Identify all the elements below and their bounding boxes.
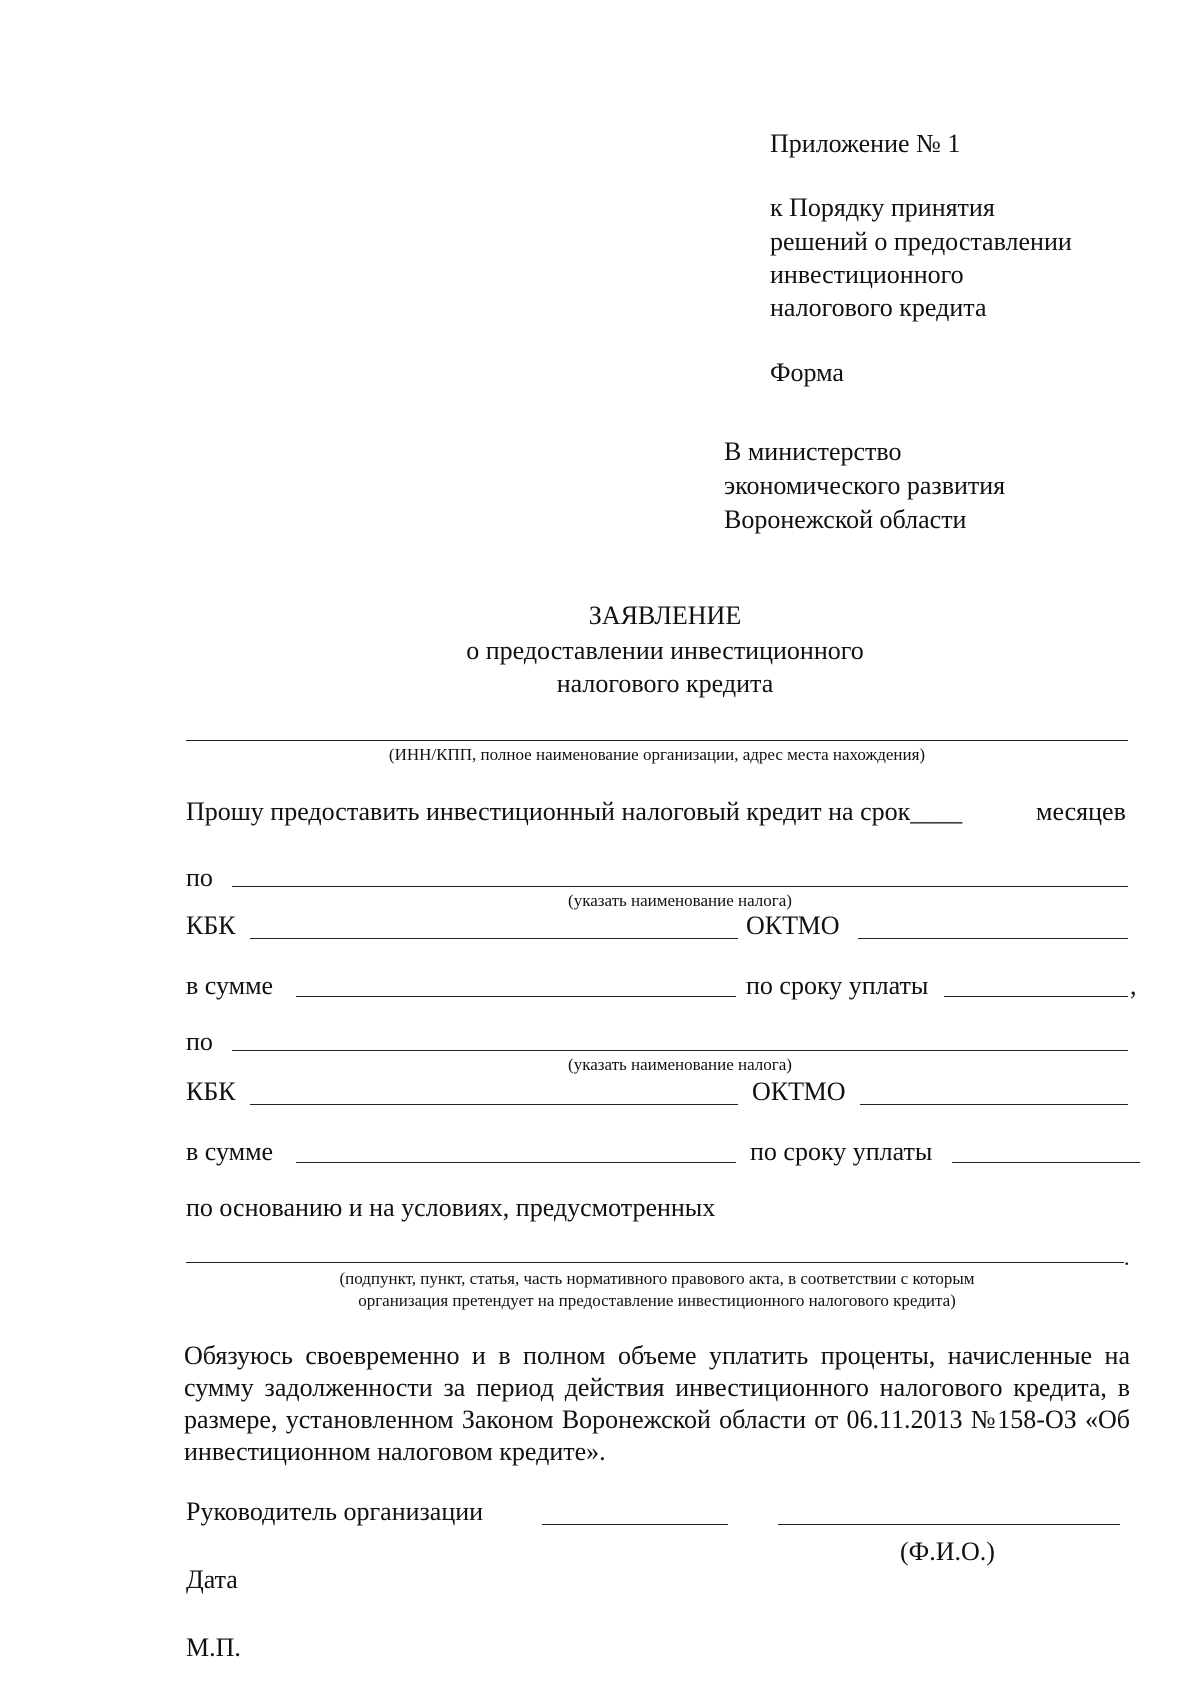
tax-1-amount-label: в сумме	[186, 971, 274, 1000]
tax-1-name-hint: (указать наименование налога)	[568, 891, 792, 910]
tax-2-amount-field[interactable]	[296, 1162, 736, 1163]
tax-1-trailing-comma: ,	[1130, 971, 1137, 1000]
stamp-label: М.П.	[186, 1633, 241, 1662]
basis-hint-line-2: организация претендует на предоставление инвестиционного налогового кредита)	[358, 1291, 956, 1310]
tax-2-kbk-label: КБК	[186, 1077, 236, 1106]
tax-1-amount-field[interactable]	[296, 996, 736, 997]
date-label: Дата	[186, 1565, 238, 1594]
tax-1-kbk-label: КБК	[186, 911, 236, 940]
appendix-order-line-1: к Порядку принятия	[770, 193, 995, 222]
basis-text: по основанию и на условиях, предусмотренных	[186, 1193, 716, 1222]
appendix-order-line-2: решений о предоставлении	[770, 227, 1072, 256]
basis-trailing-period: .	[1124, 1245, 1130, 1270]
fio-field[interactable]	[778, 1524, 1120, 1525]
request-text-before: Прошу предоставить инвестиционный налоговый кредит на срок	[186, 797, 911, 826]
tax-1-oktmo-label: ОКТМО	[746, 911, 840, 940]
appendix-order-line-4: налогового кредита	[770, 293, 987, 322]
tax-2-kbk-field[interactable]	[250, 1104, 738, 1105]
tax-2-due-label: по сроку уплаты	[750, 1137, 933, 1166]
months-label: месяцев	[1036, 797, 1126, 826]
tax-1-due-label: по сроку уплаты	[746, 971, 929, 1000]
tax-2-name-field[interactable]	[232, 1050, 1128, 1051]
obligation-paragraph: Обязуюсь своевременно и в полном объеме уплатить проценты, начисленные на сумму задолженности за период действия инвестиционного налогового кредита, в размере, установленном Законом Воронежской области от 06.11.2013 №158-ОЗ «Об инвестиционном налоговом кредите».	[184, 1341, 1130, 1466]
addressee-line-1: В министерство	[724, 437, 902, 466]
term-months-field[interactable]: ____	[910, 797, 963, 826]
tax-2-oktmo-label: ОКТМО	[752, 1077, 846, 1106]
tax-2-name-hint: (указать наименование налога)	[568, 1055, 792, 1074]
signature-field[interactable]	[542, 1524, 728, 1525]
form-label: Форма	[770, 358, 844, 387]
tax-1-due-field[interactable]	[944, 996, 1128, 997]
basis-field[interactable]	[186, 1262, 1124, 1263]
tax-1-oktmo-field[interactable]	[858, 938, 1128, 939]
addressee-line-2: экономического развития	[724, 471, 1006, 500]
document-subtitle-line-2: налогового кредита	[556, 669, 774, 698]
addressee-line-3: Воронежской области	[724, 505, 967, 534]
tax-2-po-label: по	[186, 1027, 213, 1056]
tax-1-name-field[interactable]	[232, 886, 1128, 887]
tax-2-amount-label: в сумме	[186, 1137, 274, 1166]
tax-2-due-field[interactable]	[952, 1162, 1140, 1163]
document-title: ЗАЯВЛЕНИЕ	[588, 601, 742, 630]
org-info-hint: (ИНН/КПП, полное наименование организации, адрес места нахождения)	[388, 745, 926, 764]
head-of-organization-label: Руководитель организации	[186, 1497, 484, 1526]
basis-hint-line-1: (подпункт, пункт, статья, часть нормативного правового акта, в соответствии с которым	[339, 1269, 975, 1288]
fio-hint: (Ф.И.О.)	[900, 1537, 995, 1566]
document-subtitle-line-1: о предоставлении инвестиционного	[466, 636, 864, 665]
tax-2-oktmo-field[interactable]	[860, 1104, 1128, 1105]
appendix-number: Приложение № 1	[770, 129, 961, 158]
tax-1-kbk-field[interactable]	[250, 938, 738, 939]
request-text	[186, 796, 962, 829]
org-info-field[interactable]	[186, 740, 1128, 741]
tax-1-po-label: по	[186, 863, 213, 892]
appendix-order-line-3: инвестиционного	[770, 260, 964, 289]
